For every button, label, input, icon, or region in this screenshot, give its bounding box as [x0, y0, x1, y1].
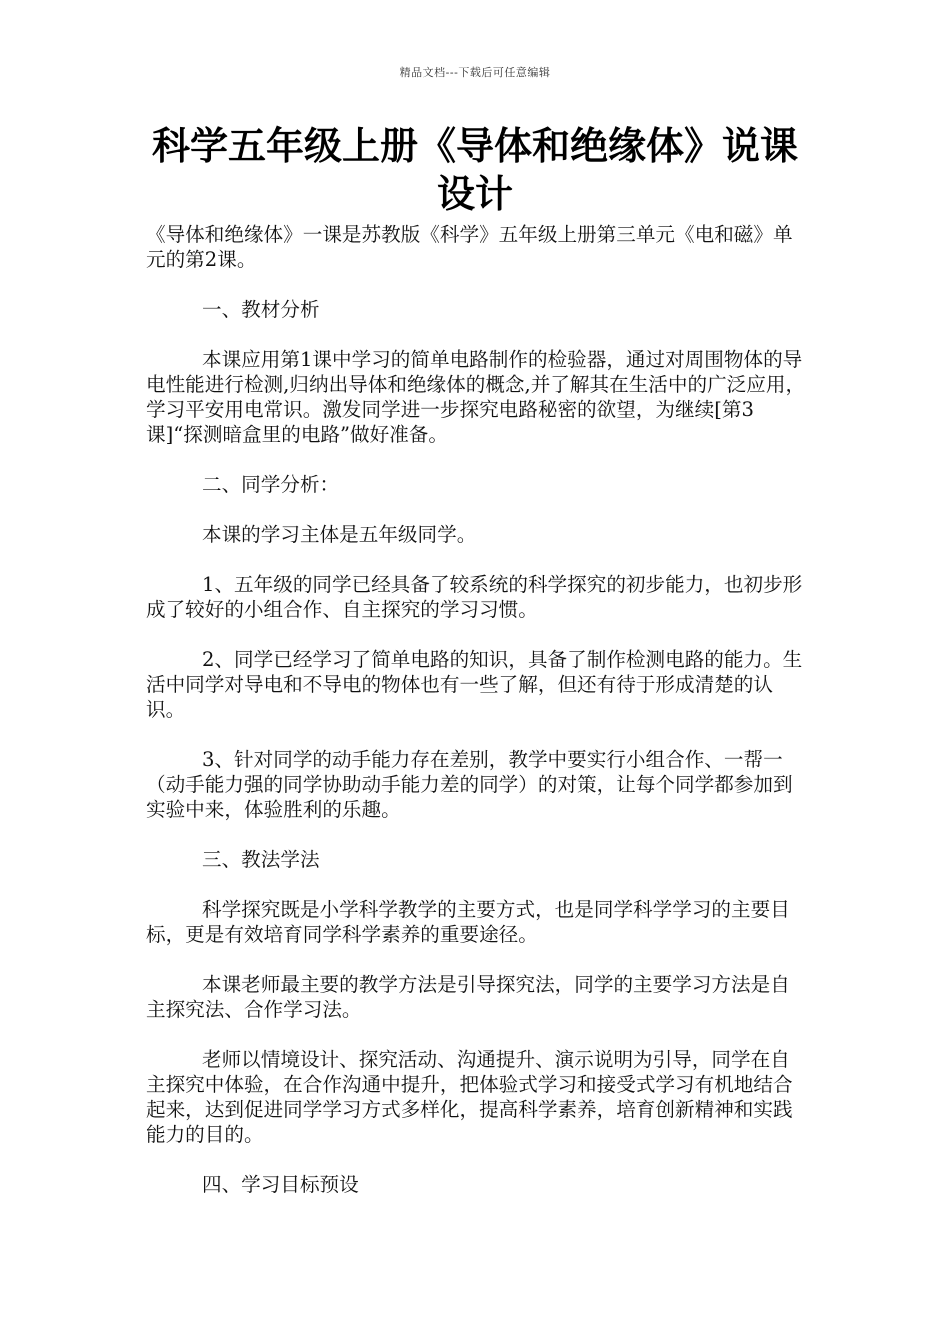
section-heading-1: 一、教材分析	[202, 298, 320, 321]
body-paragraph: 2、同学已经学习了简单电路的知识，具备了制作检测电路的能力。生活中同学对导电和不导电的物体也有一些了解，但还有待于形成清楚的认识。	[146, 648, 803, 721]
header-note: 精品文档---下载后可任意编辑	[399, 66, 551, 79]
section-heading-3: 三、教法学法	[202, 848, 320, 871]
intro-paragraph: 《导体和绝缘体》一课是苏教版《科学》五年级上册第三单元《电和磁》单元的第2课。	[146, 223, 793, 271]
body-paragraph: 本课老师最主要的教学方法是引导探究法，同学的主要学习方法是自主探究法、合作学习法。	[146, 973, 790, 1021]
body-paragraph: 本课应用第1课中学习的简单电路制作的检验器，通过对周围物体的导电性能进行检测,归纳出导体和绝缘体的概念,并了解其在生活中的广泛应用，学习平安用电常识。激发同学进一步探究电路秘密的欲望，为继续[第3课]“探测暗盒里的电路”做好准备。	[146, 348, 806, 446]
section-heading-2: 二、同学分析：	[202, 473, 340, 496]
document-body	[146, 222, 808, 1222]
document-title: 科学五年级上册《导体和绝缘体》说课设计	[151, 124, 798, 216]
body-paragraph: 科学探究既是小学科学教学的主要方式，也是同学科学学习的主要目标，更是有效培育同学科学素养的重要途径。	[146, 898, 790, 946]
body-paragraph: 1、五年级的同学已经具备了较系统的科学探究的初步能力，也初步形成了较好的小组合作、自主探究的学习习惯。	[146, 573, 803, 621]
body-paragraph: 老师以情境设计、探究活动、沟通提升、演示说明为引导，同学在自主探究中体验，在合作沟通中提升，把体验式学习和接受式学习有机地结合起来，达到促进同学学习方式多样化，提高科学素养，培育创新精神和实践能力的目的。	[146, 1048, 793, 1146]
body-paragraph: 本课的学习主体是五年级同学。	[202, 523, 477, 546]
body-paragraph: 3、针对同学的动手能力存在差别，教学中要实行小组合作、一帮一（动手能力强的同学协助动手能力差的同学）的对策，让每个同学都参加到实验中来，体验胜利的乐趣。	[146, 748, 793, 821]
section-heading-4: 四、学习目标预设	[202, 1173, 359, 1196]
